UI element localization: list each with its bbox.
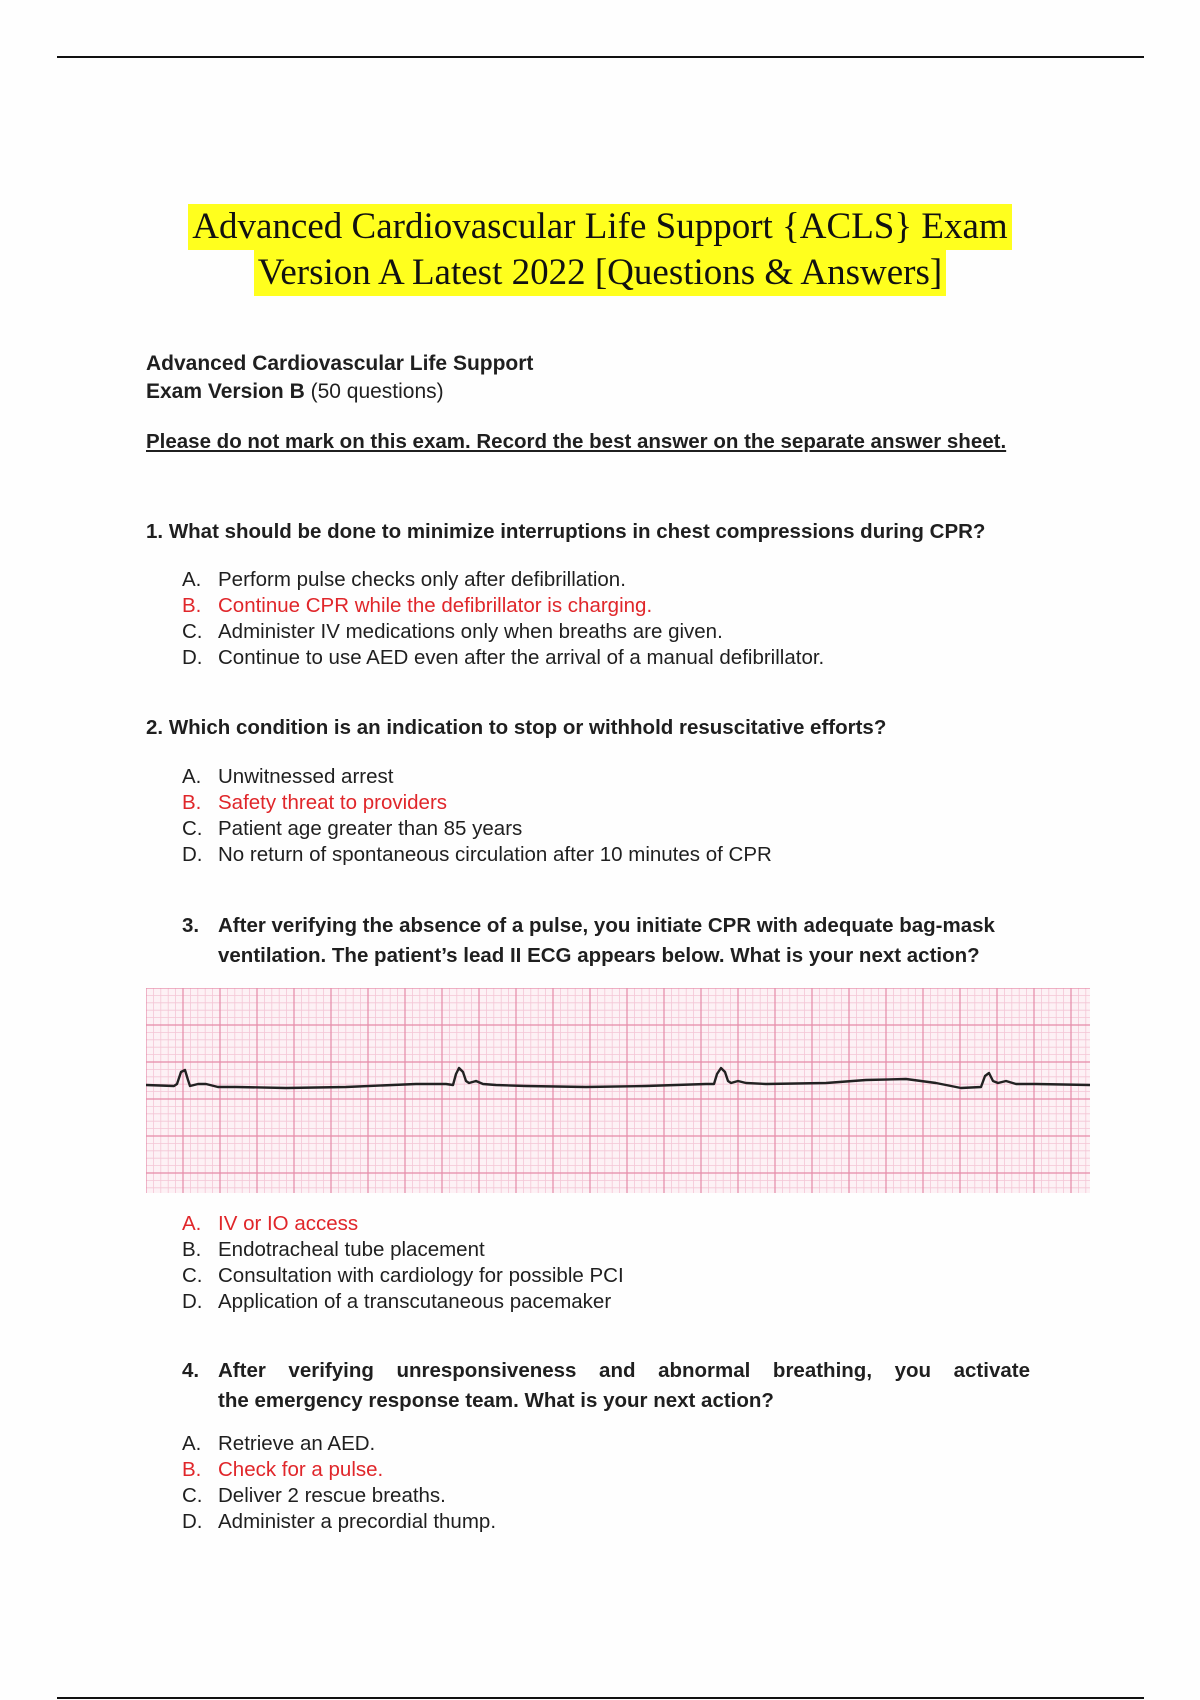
question-4 xyxy=(182,1356,1030,1416)
exam-instructions: Please do not mark on this exam. Record the best answer on the separate answer sheet. xyxy=(146,430,1007,453)
question-text-line-2: ventilation. The patient’s lead II ECG appears below. What is your next action? xyxy=(218,944,980,967)
question-2-options xyxy=(182,764,772,868)
question-text-line-1: After verifying the absence of a pulse, you initiate CPR with adequate bag-mask xyxy=(218,914,995,937)
question-number: 1. xyxy=(146,520,164,543)
question-text-line-2: the emergency response team. What is your next action? xyxy=(218,1389,774,1412)
document-title xyxy=(0,204,1200,296)
bottom-rule xyxy=(57,1697,1144,1699)
question-1 xyxy=(146,517,985,547)
option-b: B. Endotracheal tube placement xyxy=(182,1238,485,1261)
option-c: C. Administer IV medications only when breaths are given. xyxy=(182,620,723,643)
option-a: A. Unwitnessed arrest xyxy=(182,765,394,788)
question-3-options xyxy=(182,1211,624,1315)
top-rule xyxy=(57,56,1144,58)
option-a-correct: A. IV or IO access xyxy=(182,1212,359,1235)
ecg-lead-ii-strip xyxy=(146,988,1090,1193)
question-text: What should be done to minimize interruptions in chest compressions during CPR? xyxy=(168,520,986,543)
option-d: D. Application of a transcutaneous pacemaker xyxy=(182,1290,612,1313)
option-b-correct: B. Continue CPR while the defibrillator is charging. xyxy=(182,594,653,617)
question-4-options xyxy=(182,1431,496,1535)
option-a: A. Perform pulse checks only after defibrillation. xyxy=(182,568,626,591)
question-text-line-1: After verifying unresponsiveness and abnormal breathing, you activate xyxy=(218,1359,1030,1382)
question-number: 2. xyxy=(146,716,164,739)
option-d: D. Continue to use AED even after the arrival of a manual defibrillator. xyxy=(182,646,825,669)
title-line-2: Version A Latest 2022 [Questions & Answers] xyxy=(254,250,946,296)
exam-name: Advanced Cardiovascular Life Support xyxy=(146,352,534,375)
option-c: C. Consultation with cardiology for possible PCI xyxy=(182,1264,624,1287)
question-2 xyxy=(146,713,886,743)
question-1-options xyxy=(182,567,824,671)
question-text: Which condition is an indication to stop or withhold resuscitative efforts? xyxy=(168,716,887,739)
question-number: 4. xyxy=(182,1359,200,1382)
exam-question-count: (50 questions) xyxy=(304,380,444,403)
option-c: C. Patient age greater than 85 years xyxy=(182,817,523,840)
option-c: C. Deliver 2 rescue breaths. xyxy=(182,1484,446,1507)
ecg-background xyxy=(146,988,1090,1193)
option-b-correct: B. Safety threat to providers xyxy=(182,791,448,814)
exam-version xyxy=(146,379,444,405)
option-b-correct: B. Check for a pulse. xyxy=(182,1458,384,1481)
option-d: D. No return of spontaneous circulation after 10 minutes of CPR xyxy=(182,843,772,866)
question-3 xyxy=(182,911,995,971)
option-d: D. Administer a precordial thump. xyxy=(182,1510,497,1533)
title-line-1: Advanced Cardiovascular Life Support {ACLS} Exam xyxy=(188,204,1011,250)
option-a: A. Retrieve an AED. xyxy=(182,1432,376,1455)
question-number: 3. xyxy=(182,914,200,937)
exam-version-label: Exam Version B xyxy=(146,380,305,403)
